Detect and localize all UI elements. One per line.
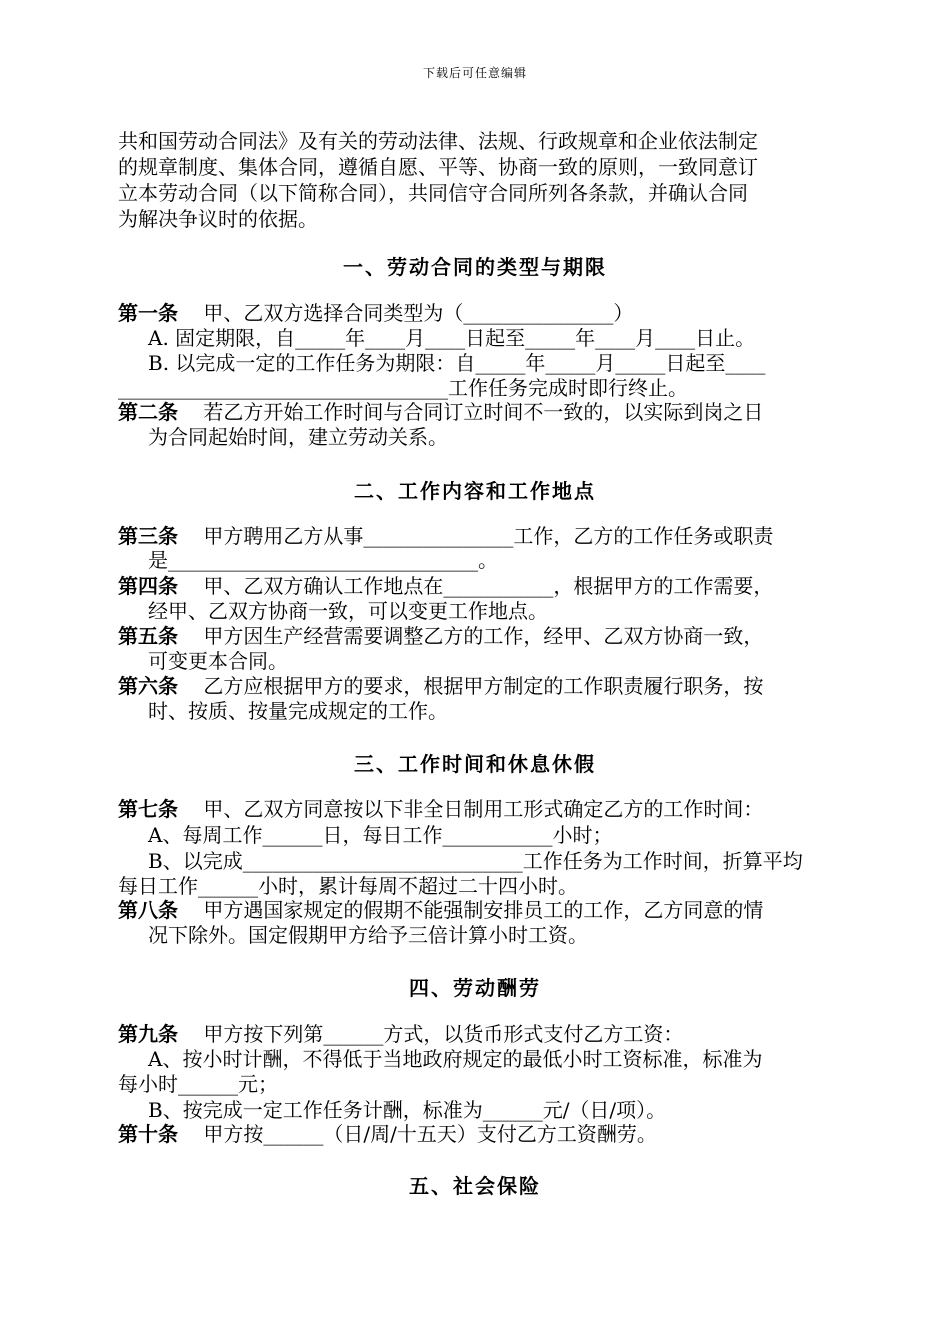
- intro-line-3: 立本劳动合同（以下简称合同），共同信守合同所列各条款，并确认合同: [118, 181, 748, 205]
- article-text: 乙方应根据甲方的要求，根据甲方制定的工作职责履行职务，按: [178, 674, 764, 698]
- article-10: [118, 1121, 657, 1147]
- section-heading-5: 五、社会保险: [409, 1174, 541, 1198]
- article-label: 第七条: [118, 797, 178, 821]
- article-text: 甲、乙双方确认工作地点在___________，根据甲方的工作需要，: [178, 574, 774, 598]
- article-9-option-a-cont: 每小时______元；: [118, 1072, 278, 1096]
- article-label: 第八条: [118, 898, 178, 922]
- article-2: [118, 399, 763, 425]
- article-7-option-b-cont: 每日工作______小时，累计每周不超过二十四小时。: [118, 874, 578, 898]
- article-text: 甲方按______（日/周/十五天）支付乙方工资酬劳。: [178, 1122, 657, 1146]
- article-4: [118, 573, 773, 599]
- article-label: 第六条: [118, 674, 178, 698]
- article-3: [118, 523, 773, 549]
- article-1-option-b: B. 以完成一定的工作任务为期限：自_____年_____月_____日起至____: [148, 351, 766, 375]
- article-1-option-b-cont: _________________________________工作任务完成时即行终止。: [118, 376, 688, 400]
- article-6-cont: 时、按质、按量完成规定的工作。: [148, 699, 448, 723]
- section-heading-4: 四、劳动酬劳: [409, 976, 541, 1000]
- article-label: 第二条: [118, 400, 178, 424]
- page-header: 下载后可任意编辑: [422, 66, 527, 80]
- article-7: [118, 796, 763, 822]
- article-2-cont: 为合同起始时间，建立劳动关系。: [148, 425, 448, 449]
- article-label: 第九条: [118, 1022, 178, 1046]
- intro-line-4: 为解决争议时的依据。: [118, 207, 318, 231]
- section-heading-2: 二、工作内容和工作地点: [354, 479, 596, 503]
- article-5-cont: 可变更本合同。: [148, 649, 288, 673]
- article-7-option-b: B、以完成____________________________工作任务为工作时间，折算平均: [148, 849, 803, 873]
- article-label: 第三条: [118, 524, 178, 548]
- article-label: 第一条: [118, 301, 178, 325]
- article-text: 甲方遇国家规定的假期不能强制安排员工的工作，乙方同意的情: [178, 898, 764, 922]
- article-text: 甲、乙双方选择合同类型为（_______________）: [178, 301, 634, 325]
- article-3-cont: 是_______________________________。: [148, 548, 498, 572]
- article-9: [118, 1021, 683, 1047]
- article-text: 甲方因生产经营需要调整乙方的工作，经甲、乙双方协商一致，: [178, 624, 764, 648]
- article-label: 第四条: [118, 574, 178, 598]
- article-1: [118, 300, 633, 326]
- article-6: [118, 673, 763, 699]
- article-9-option-b: B、按完成一定工作任务计酬，标准为______元/（日/项）。: [148, 1098, 667, 1122]
- intro-line-1: 共和国劳动合同法》及有关的劳动法律、法规、行政规章和企业依法制定: [118, 129, 758, 153]
- article-5: [118, 623, 763, 649]
- article-8: [118, 897, 763, 923]
- article-8-cont: 况下除外。国定假期甲方给予三倍计算小时工资。: [148, 923, 588, 947]
- article-label: 第十条: [118, 1122, 178, 1146]
- article-text: 甲方聘用乙方从事_______________工作，乙方的工作任务或职责: [178, 524, 774, 548]
- article-text: 甲、乙双方同意按以下非全日制用工形式确定乙方的工作时间：: [178, 797, 764, 821]
- article-4-cont: 经甲、乙双方协商一致，可以变更工作地点。: [148, 599, 548, 623]
- article-1-option-a: A. 固定期限，自_____年____月____日起至_____年____月____日止。: [148, 326, 756, 350]
- article-text: 甲方按下列第______方式，以货币形式支付乙方工资：: [178, 1022, 684, 1046]
- section-heading-3: 三、工作时间和休息休假: [354, 752, 596, 776]
- intro-line-2: 的规章制度、集体合同，遵循自愿、平等、协商一致的原则，一致同意订: [118, 155, 758, 179]
- article-label: 第五条: [118, 624, 178, 648]
- article-9-option-a: A、按小时计酬，不得低于当地政府规定的最低小时工资标准，标准为: [148, 1047, 763, 1071]
- article-text: 若乙方开始工作时间与合同订立时间不一致的，以实际到岗之日: [178, 400, 764, 424]
- article-7-option-a: A、每周工作______日，每日工作___________小时；: [148, 823, 613, 847]
- section-heading-1: 一、劳动合同的类型与期限: [343, 255, 607, 279]
